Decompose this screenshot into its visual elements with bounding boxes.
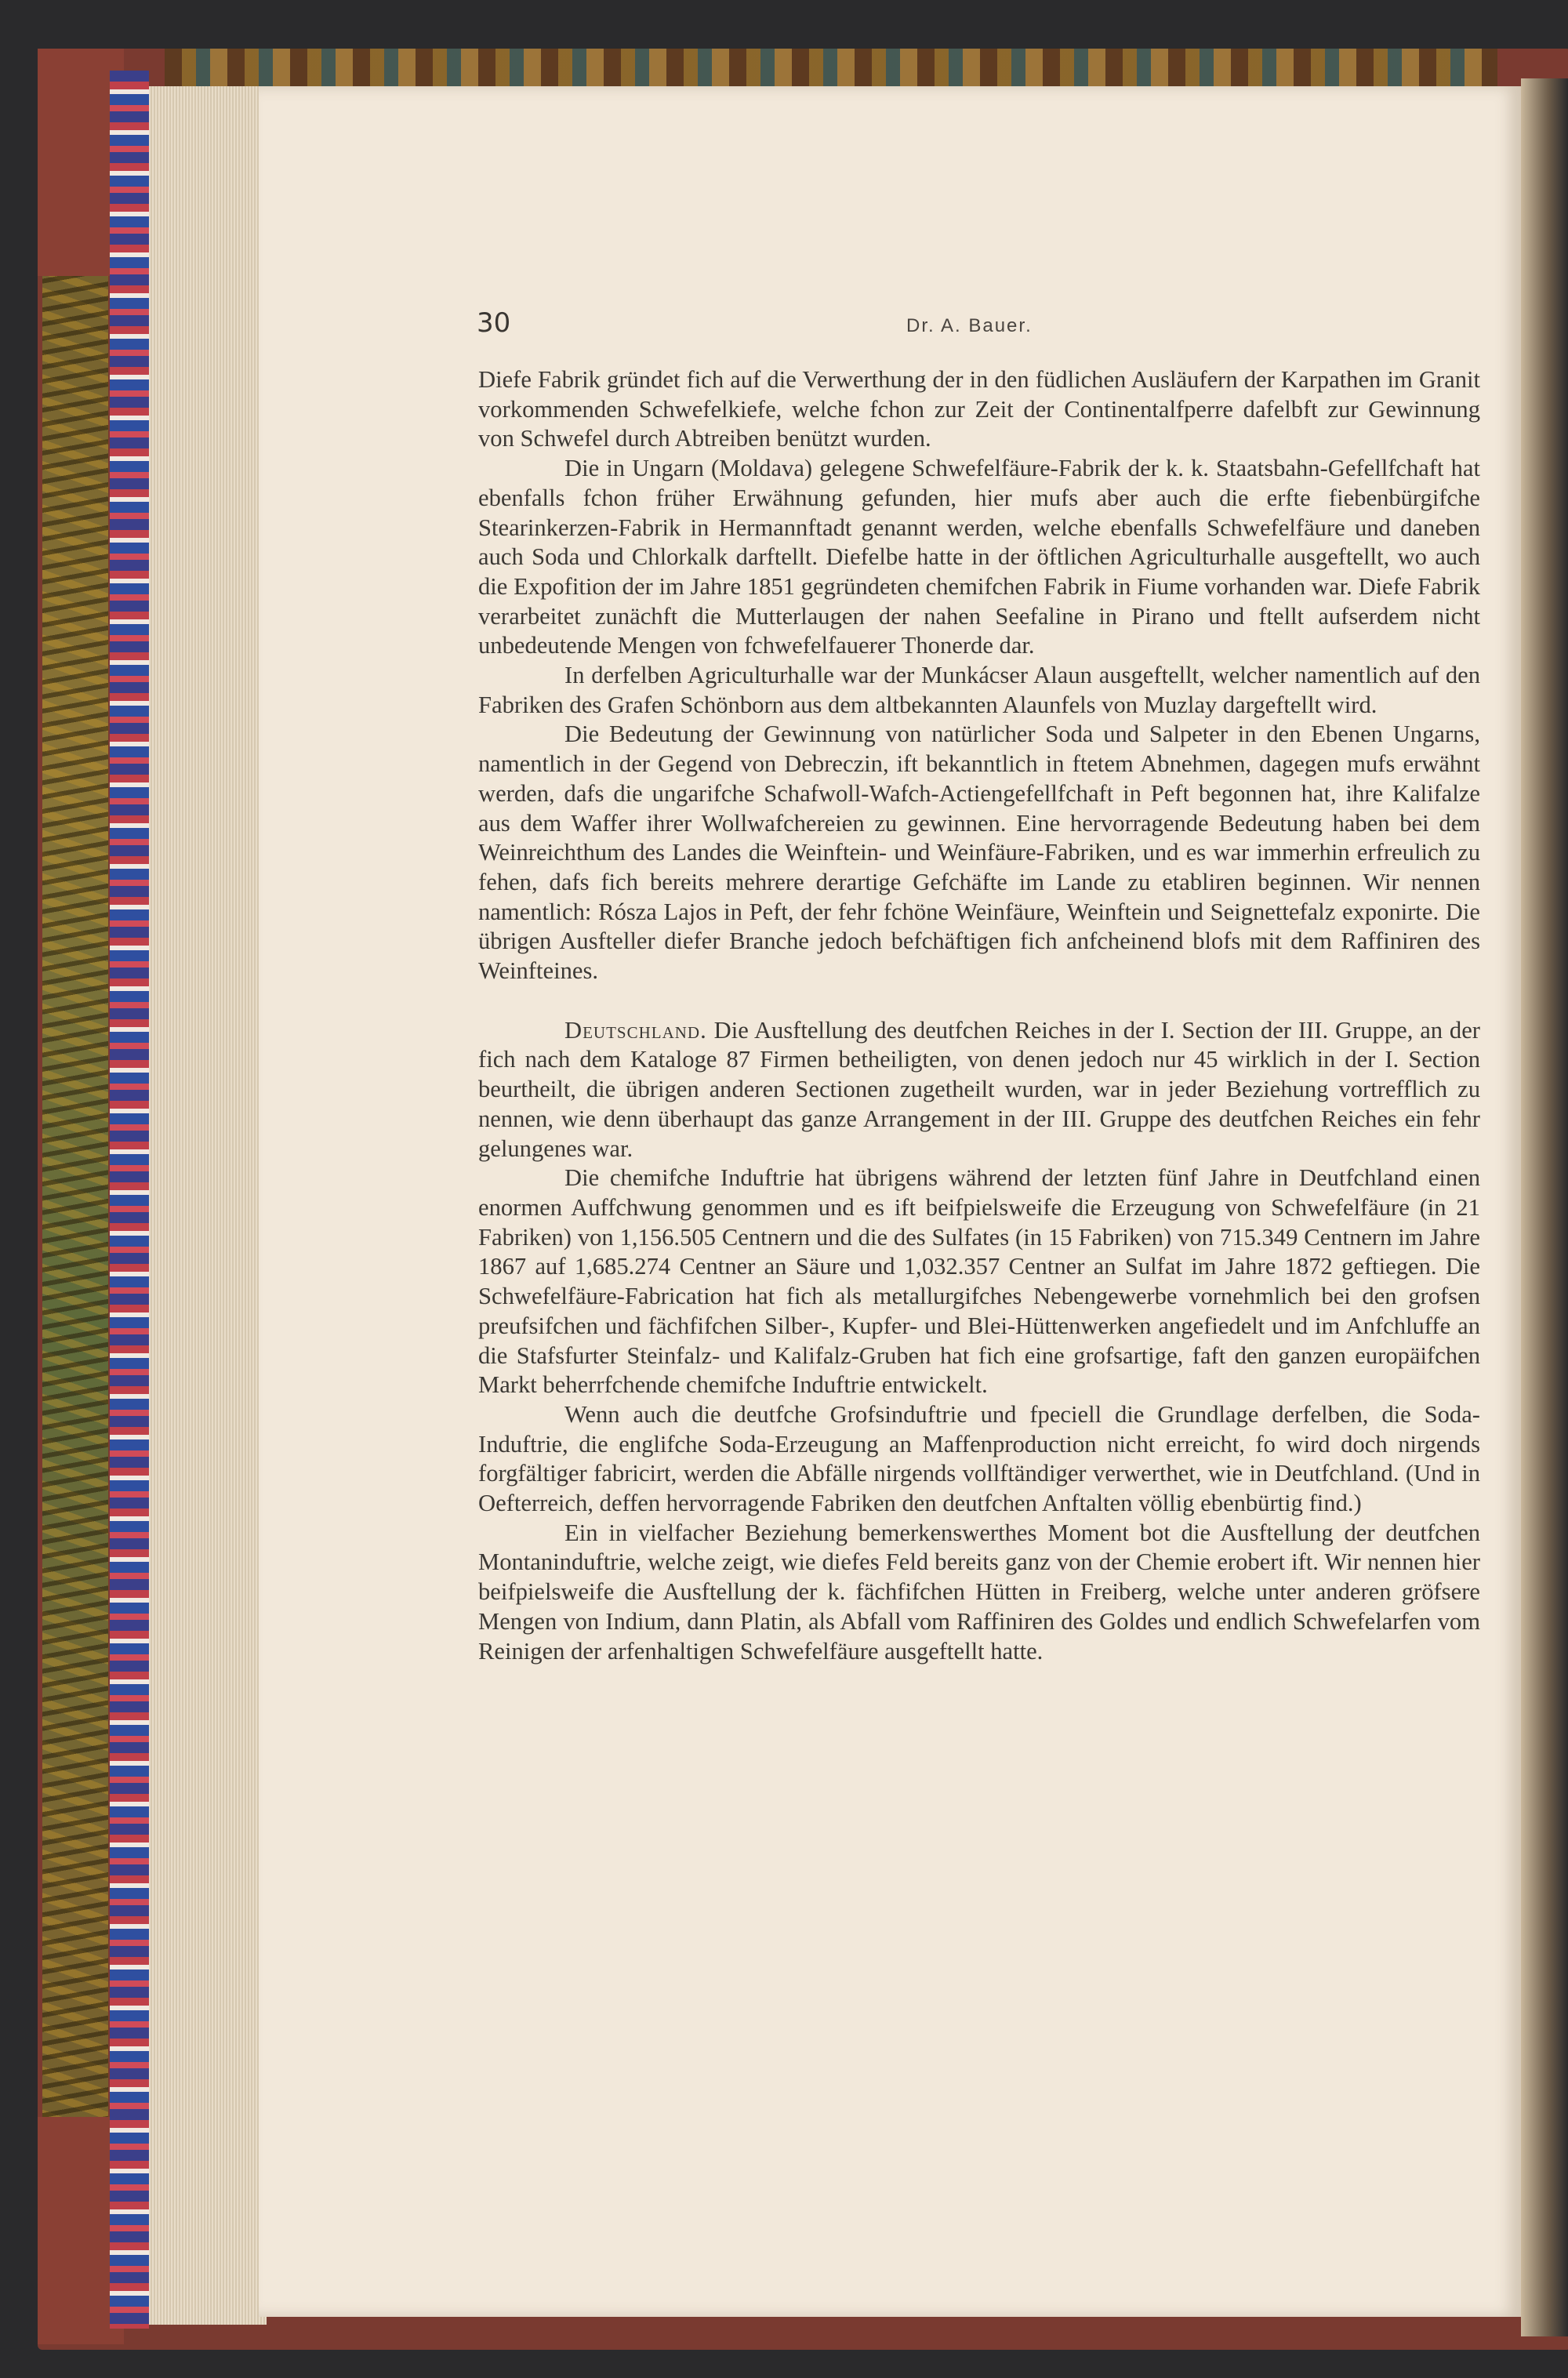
paragraph: In derfelben Agriculturhalle war der Munkácser Alaun ausgeftellt, welcher namentlich auf den Fabriken des Grafen Schönborn aus dem altbekannten Alaunfels von Muzlay dargeftellt wird. xyxy=(478,662,1480,718)
running-header xyxy=(477,307,1480,347)
page-gutter xyxy=(1521,78,1568,2336)
paragraph: Die chemifche Induftrie hat übrigens während der letzten fünf Jahre in Deutfchland einen enormen Auffchwung genommen und es ift beifpielsweife die Erzeugung von Schwefelfäure (in 21 Fabriken) von 1,156.505 Centnern und die des Sulfates (in 15 Fabriken) von 715.349 Centnern im Jahre 1867 auf 1,685.274 Centner an Säure und 1,032.357 Centner an Sulfat im Jahre 1872 geftiegen. Die Schwefelfäure-Fabrication hat fich als metallurgifches Nebengewerbe vornehmlich bei den grofsen preufsifchen und fächfifchen Silber-, Kupfer- und Blei-Hüttenwerken angefiedelt und im Anfchluffe an die Stafsfurter Steinfalz- und Kalifalz-Gruben hat fich eine grofsartige, faft den ganzen europäifchen Markt beherrfchende chemifche Induftrie entwickelt. xyxy=(478,1164,1480,1399)
paragraph: Diefe Fabrik gründet fich auf die Verwerthung der in den füdlichen Ausläufern der Karpathen im Granit vorkommenden Schwefelkiefe, welche fchon zur Zeit der Continentalfperre dafelbft zur Gewinnung von Schwefel durch Abtreiben benützt wurden. xyxy=(478,366,1480,452)
paragraph: Die in Ungarn (Moldava) gelegene Schwefelfäure-Fabrik der k. k. Staatsbahn-Gefellfchaft hat ebenfalls fchon früher Erwähnung gefunden, hier mufs aber auch die erfte fiebenbürgifche Stearinkerzen-Fabrik in Hermannftadt genannt werden, welche ebenfalls Schwefelfäure und daneben auch Soda und Chlorkalk darftellt. Diefelbe hatte in der öftlichen Agriculturhalle ausgeftellt, wo auch die Expofition der im Jahre 1851 gegründeten chemifchen Fabrik in Fiume vorhanden war. Diefe Fabrik verarbeitet zunächft die Mutterlaugen der nahen Seefaline in Pirano und ftellt aufserdem nicht unbedeutende Mengen von fchwefelfauerer Thonerde dar. xyxy=(478,455,1480,659)
section-heading: Deutschland. xyxy=(564,1016,707,1044)
page-number: 30 xyxy=(477,307,511,339)
page-stack xyxy=(149,86,267,2325)
marbled-endpaper-left xyxy=(42,93,108,2335)
section-paragraph xyxy=(478,1016,1480,1164)
paragraph-text: Die Ausftellung des deutfchen Reiches in der I. Section der III. Gruppe, an der fich nach dem Kataloge 87 Firmen betheiligten, von denen jedoch nur 45 wirklich in der I. Section beurtheilt, die übrigen anderen Sectionen zugetheilt wurden, war in jeder Beziehung vortrefflich zu nennen, wie denn überhaupt das ganze Arrangement in der III. Gruppe des deutfchen Reiches ein fehr gelungenes war. xyxy=(478,1016,1480,1162)
paragraph: Wenn auch die deutfche Grofsinduftrie und fpeciell die Grundlage derfelben, die Soda-Induftrie, die englifche Soda-Erzeugung an Maffenproduction nicht erreicht, fo wird doch nirgends forgfältiger fabricirt, werden die Abfälle nirgends vollftändiger verwerthet, wie in Deutfchland. (Und in Oefterreich, deffen hervorragende Fabriken den deutfchen Anftalten völlig ebenbürtig find.) xyxy=(478,1400,1480,1517)
paragraph: Die Bedeutung der Gewinnung von natürlicher Soda und Salpeter in den Ebenen Ungarns, namentlich in der Gegend von Debreczin, ift bekanntlich in ftetem Abnehmen, dagegen mufs erwähnt werden, dafs die ungarifche Schafwoll-Wafch-Actiengefellfchaft in Peft begonnen hat, ihre Kalifalze aus dem Waffer ihrer Wollwafchereien zu gewinnen. Eine hervorragende Bedeutung haben bei dem Weinreichthum des Landes die Weinftein- und Weinfäure-Fabriken, und es war immerhin erfreulich zu fehen, dafs fich bereits mehrere derartige Gefchäfte im Lande zu etabliren beginnen. Wir nennen namentlich: Rósza Lajos in Peft, der fehr fchöne Weinfäure, Weinftein und Seignettefalz exponirte. Die übrigen Ausfteller diefer Branche jedoch befchäftigen fich anfcheinend blofs mit dem Raffiniren des Weinfteines. xyxy=(478,721,1480,985)
page-body xyxy=(478,365,1480,1666)
paragraph: Ein in vielfacher Beziehung bemerkenswerthes Moment bot die Ausftellung der deutfchen Montaninduftrie, welche zeigt, wie diefes Feld bereits ganz von der Chemie erobert ift. Wir nennen hier beifpielsweife die Ausftellung der k. fächfifchen Hütten in Freiberg, welche unter anderen gröfsere Mengen von Indium, dann Platin, als Abfall vom Raffiniren des Goldes und endlich Schwefelarfen vom Reinigen der arfenhaltigen Schwefelfäure ausgeftellt hatte. xyxy=(478,1519,1480,1665)
running-head-author: Dr. A. Bauer. xyxy=(906,315,1033,336)
marbled-page-edge xyxy=(110,71,149,2329)
